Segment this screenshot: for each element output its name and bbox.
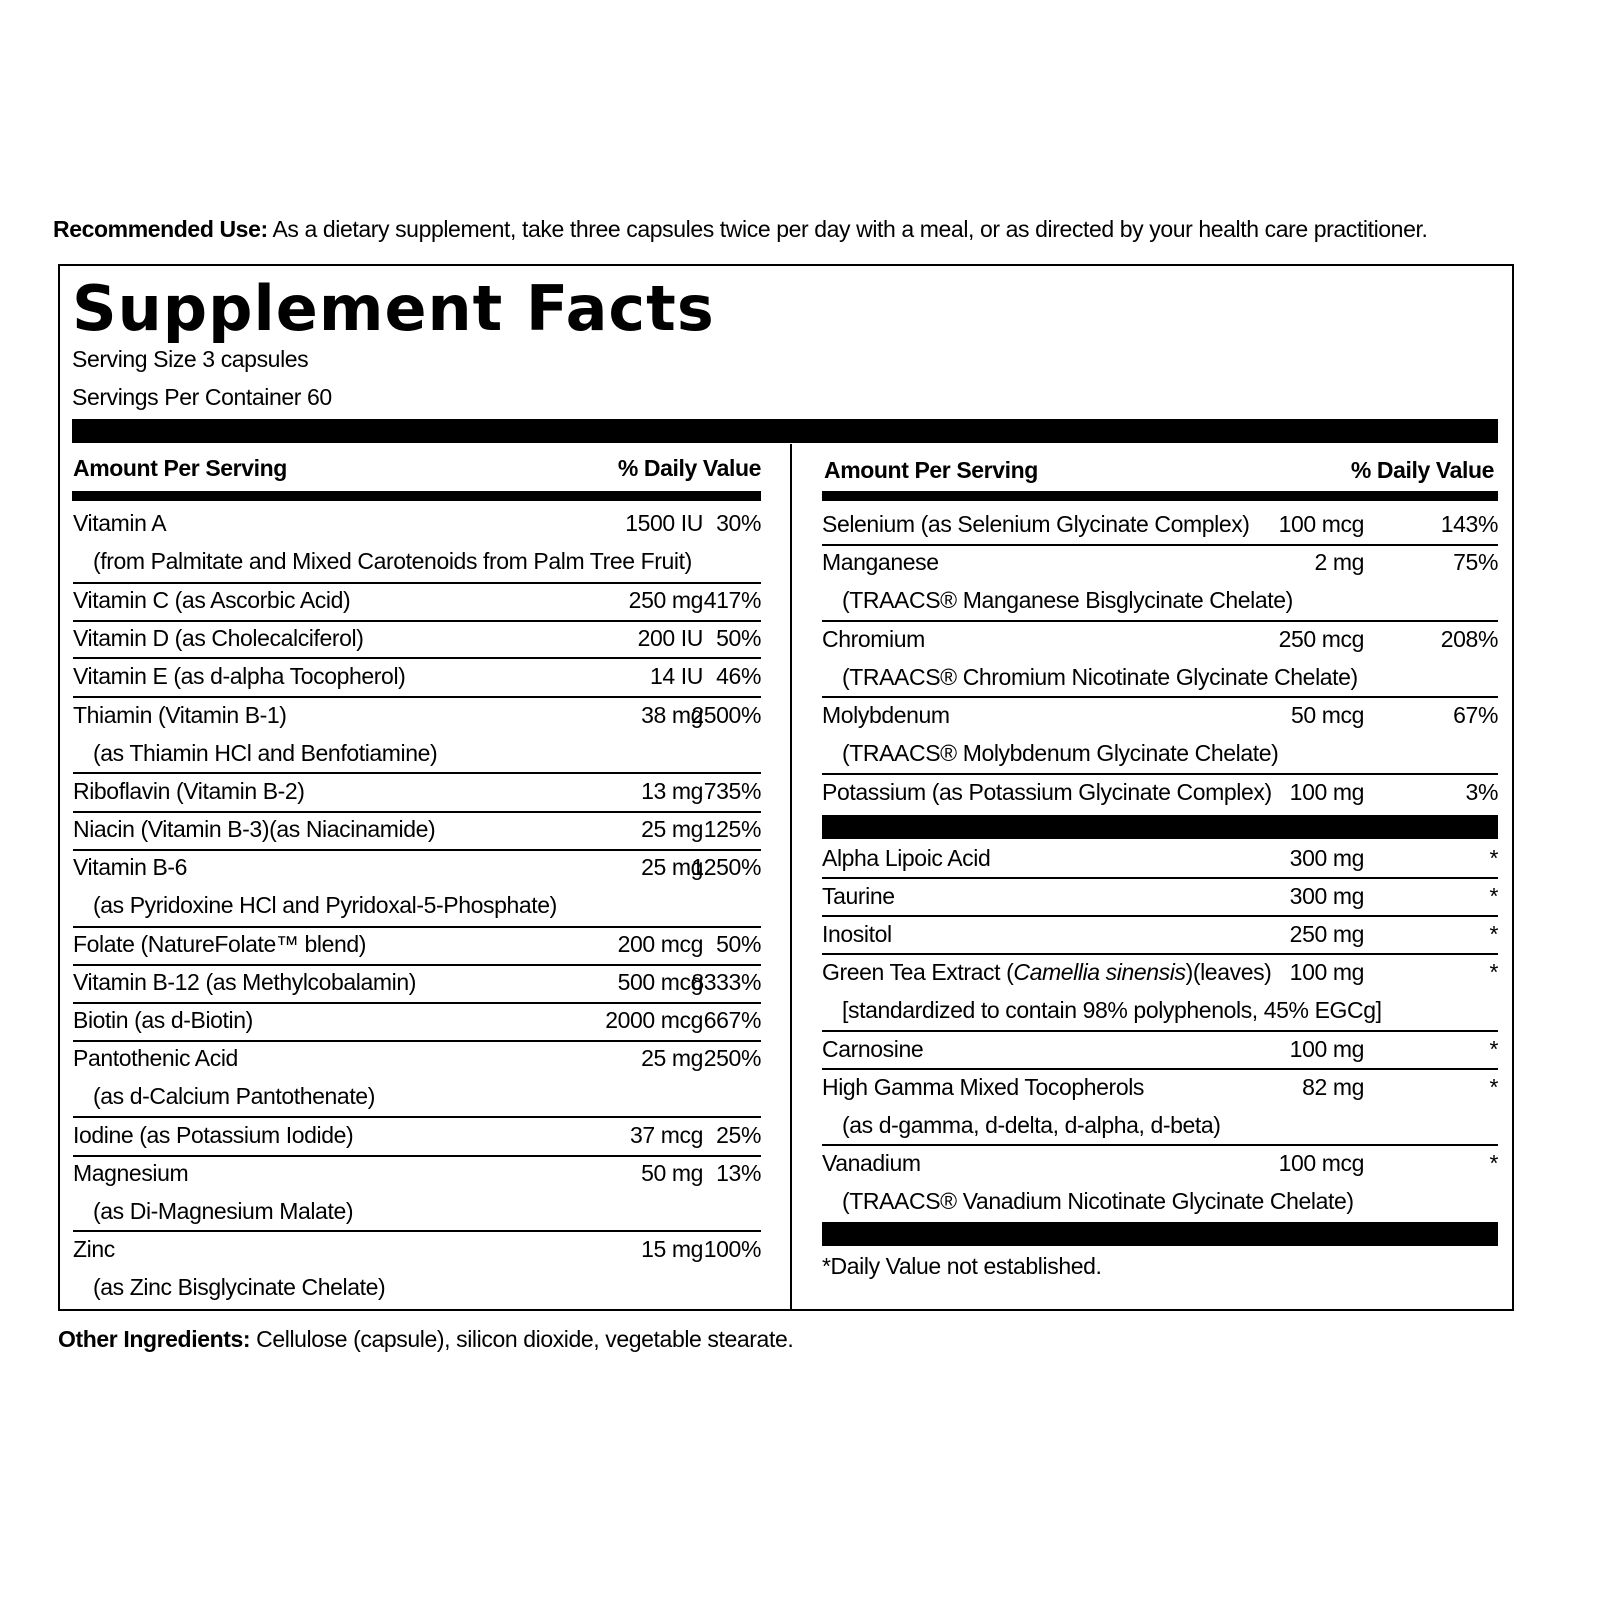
- nutrient-amount: 13 mg: [641, 778, 703, 804]
- nutrient-amount: 25 mg: [641, 816, 703, 842]
- nutrient-source: [standardized to contain 98% polyphenols, 45% EGCg]: [842, 997, 1382, 1023]
- nutrient-daily-value: 67%: [1453, 702, 1498, 728]
- nutrient-amount: 15 mg: [641, 1236, 703, 1262]
- row-divider: [822, 620, 1498, 622]
- nutrient-source: (TRAACS® Manganese Bisglycinate Chelate): [842, 587, 1293, 613]
- row-divider: [73, 696, 761, 698]
- nutrient-name: Taurine: [822, 883, 895, 909]
- nutrient-amount: 200 IU: [637, 625, 703, 651]
- nutrient-amount: 250 mg: [1289, 921, 1364, 947]
- right-header-daily-value: % Daily Value: [1350, 457, 1494, 483]
- nutrient-daily-value: 208%: [1440, 626, 1498, 652]
- recommended-use-label: Recommended Use:: [53, 216, 268, 242]
- row-divider: [822, 1030, 1498, 1032]
- nutrient-daily-value: *: [1489, 921, 1498, 947]
- nutrient-amount: 300 mg: [1289, 845, 1364, 871]
- nutrient-daily-value: 667%: [703, 1007, 761, 1033]
- nutrient-amount: 250 mg: [628, 587, 703, 613]
- nutrient-name-part: Green Tea Extract (: [822, 959, 1014, 985]
- servings-per-container: Servings Per Container 60: [72, 384, 332, 410]
- nutrient-name: Vitamin B-12 (as Methylcobalamin): [73, 969, 417, 995]
- nutrient-amount: 100 mg: [1289, 1036, 1364, 1062]
- row-divider: [73, 811, 761, 813]
- nutrient-amount: 500 mcg: [617, 969, 703, 995]
- nutrient-name: Biotin (as d-Biotin): [73, 1007, 253, 1033]
- nutrient-amount: 37 mcg: [629, 1122, 703, 1148]
- nutrient-daily-value: 417%: [703, 587, 761, 613]
- nutrient-daily-value: 75%: [1453, 549, 1498, 575]
- nutrient-amount: 82 mg: [1302, 1074, 1364, 1100]
- nutrient-name: Vitamin A: [73, 510, 167, 536]
- row-divider: [73, 964, 761, 966]
- row-divider: [822, 915, 1498, 917]
- nutrient-name: Potassium (as Potassium Glycinate Complex): [822, 779, 1272, 805]
- recommended-use-text: As a dietary supplement, take three capsules twice per day with a meal, or as directed by your health care practitioner.: [267, 216, 1428, 242]
- row-divider: [822, 953, 1498, 955]
- nutrient-daily-value: *: [1489, 883, 1498, 909]
- nutrient-source: (as Di-Magnesium Malate): [93, 1198, 354, 1224]
- nutrient-name: Vitamin C (as Ascorbic Acid): [73, 587, 351, 613]
- right-header-amount: Amount Per Serving: [824, 457, 1038, 483]
- nutrient-amount: 300 mg: [1289, 883, 1364, 909]
- nutrient-amount: 100 mcg: [1278, 511, 1364, 537]
- nutrient-source: (from Palmitate and Mixed Carotenoids from Palm Tree Fruit): [93, 548, 692, 574]
- row-divider: [73, 1040, 761, 1042]
- footnote: *Daily Value not established.: [822, 1253, 1102, 1279]
- row-divider: [73, 849, 761, 851]
- nutrient-daily-value: 125%: [703, 816, 761, 842]
- nutrient-name: Zinc: [73, 1236, 115, 1262]
- row-divider: [822, 773, 1498, 775]
- nutrient-source: (as Pyridoxine HCl and Pyridoxal-5-Phosphate): [93, 892, 557, 918]
- right-middle-thick-bar: [822, 815, 1498, 839]
- nutrient-amount: 2 mg: [1314, 549, 1364, 575]
- nutrient-name: Vanadium: [822, 1150, 921, 1176]
- row-divider: [822, 1144, 1498, 1146]
- nutrient-amount: 100 mg: [1289, 959, 1364, 985]
- nutrient-source: (TRAACS® Vanadium Nicotinate Glycinate Chelate): [842, 1188, 1354, 1214]
- nutrient-source: (as Thiamin HCl and Benfotiamine): [93, 740, 438, 766]
- nutrient-daily-value: *: [1489, 1150, 1498, 1176]
- nutrient-amount: 50 mcg: [1290, 702, 1364, 728]
- row-divider: [73, 1116, 761, 1118]
- nutrient-daily-value: *: [1489, 845, 1498, 871]
- column-divider: [790, 444, 792, 1311]
- nutrient-name: Niacin (Vitamin B-3)(as Niacinamide): [73, 816, 436, 842]
- nutrient-name-part: )(leaves): [1185, 959, 1272, 985]
- nutrient-source: (TRAACS® Molybdenum Glycinate Chelate): [842, 740, 1279, 766]
- nutrient-daily-value: 50%: [716, 625, 761, 651]
- nutrient-daily-value: *: [1489, 1074, 1498, 1100]
- nutrient-name: Pantothenic Acid: [73, 1045, 238, 1071]
- nutrient-daily-value: 13%: [716, 1160, 761, 1186]
- nutrient-daily-value: 3%: [1465, 779, 1498, 805]
- nutrient-daily-value: *: [1489, 959, 1498, 985]
- other-ingredients: [58, 1324, 793, 1354]
- nutrient-name: Carnosine: [822, 1036, 924, 1062]
- nutrient-daily-value: *: [1489, 1036, 1498, 1062]
- nutrient-daily-value: 46%: [716, 663, 761, 689]
- nutrient-name: Riboflavin (Vitamin B-2): [73, 778, 305, 804]
- nutrient-name: Folate (NatureFolate™ blend): [73, 931, 367, 957]
- nutrient-name: Magnesium: [73, 1160, 189, 1186]
- nutrient-daily-value: 143%: [1440, 511, 1498, 537]
- row-divider: [73, 772, 761, 774]
- nutrient-name: Molybdenum: [822, 702, 950, 728]
- nutrient-amount: 200 mcg: [617, 931, 703, 957]
- left-header-daily-value: % Daily Value: [617, 455, 761, 481]
- nutrient-daily-value: 50%: [716, 931, 761, 957]
- nutrient-daily-value: 1250%: [691, 854, 761, 880]
- recommended-use: [53, 214, 1553, 244]
- nutrient-daily-value: 25%: [716, 1122, 761, 1148]
- nutrient-amount: 50 mg: [641, 1160, 703, 1186]
- nutrient-source: (as d-Calcium Pantothenate): [93, 1083, 375, 1109]
- nutrient-amount: 100 mcg: [1278, 1150, 1364, 1176]
- nutrient-source: (as d-gamma, d-delta, d-alpha, d-beta): [842, 1112, 1221, 1138]
- other-ingredients-text: Cellulose (capsule), silicon dioxide, vegetable stearate.: [250, 1326, 794, 1352]
- row-divider: [822, 544, 1498, 546]
- right-header-rule: [822, 491, 1498, 501]
- nutrient-amount: 25 mg: [641, 1045, 703, 1071]
- other-ingredients-label: Other Ingredients:: [58, 1326, 251, 1352]
- nutrient-amount: 38 mg: [641, 702, 703, 728]
- nutrient-daily-value: 100%: [703, 1236, 761, 1262]
- nutrient-name: Thiamin (Vitamin B-1): [73, 702, 287, 728]
- nutrient-amount: 250 mcg: [1278, 626, 1364, 652]
- nutrient-daily-value: 250%: [703, 1045, 761, 1071]
- row-divider: [73, 657, 761, 659]
- nutrient-name: Vitamin E (as d-alpha Tocopherol): [73, 663, 406, 689]
- serving-size: Serving Size 3 capsules: [72, 346, 309, 372]
- top-thick-bar: [72, 419, 1498, 443]
- right-bottom-thick-bar: [822, 1222, 1498, 1246]
- nutrient-amount: 14 IU: [650, 663, 703, 689]
- nutrient-name: Vitamin D (as Cholecalciferol): [73, 625, 364, 651]
- nutrient-daily-value: 2500%: [691, 702, 761, 728]
- nutrient-name: Chromium: [822, 626, 925, 652]
- row-divider: [73, 1230, 761, 1232]
- row-divider: [822, 1068, 1498, 1070]
- panel-title: Supplement Facts: [72, 272, 715, 345]
- left-header-amount: Amount Per Serving: [73, 455, 287, 481]
- nutrient-name: Manganese: [822, 549, 939, 575]
- nutrient-amount: 1500 IU: [625, 510, 703, 536]
- row-divider: [73, 926, 761, 928]
- row-divider: [73, 1155, 761, 1157]
- nutrient-name: Iodine (as Potassium Iodide): [73, 1122, 354, 1148]
- nutrient-name: Selenium (as Selenium Glycinate Complex): [822, 511, 1250, 537]
- nutrient-name-latin: Camellia sinensis: [1013, 959, 1186, 985]
- left-header-rule: [72, 491, 761, 501]
- row-divider: [822, 877, 1498, 879]
- nutrient-daily-value: 8333%: [691, 969, 761, 995]
- nutrient-name: Alpha Lipoic Acid: [822, 845, 991, 871]
- nutrient-name: High Gamma Mixed Tocopherols: [822, 1074, 1145, 1100]
- row-divider: [73, 1002, 761, 1004]
- row-divider: [822, 696, 1498, 698]
- nutrient-amount: 100 mg: [1289, 779, 1364, 805]
- nutrient-source: (as Zinc Bisglycinate Chelate): [93, 1274, 386, 1300]
- nutrient-name: Vitamin B-6: [73, 854, 188, 880]
- nutrient-amount: 2000 mcg: [605, 1007, 703, 1033]
- nutrient-daily-value: 735%: [703, 778, 761, 804]
- row-divider: [73, 582, 761, 584]
- nutrient-amount: 25 mg: [641, 854, 703, 880]
- row-divider: [73, 620, 761, 622]
- nutrient-name: Inositol: [822, 921, 892, 947]
- nutrient-daily-value: 30%: [716, 510, 761, 536]
- nutrient-source: (TRAACS® Chromium Nicotinate Glycinate Chelate): [842, 664, 1358, 690]
